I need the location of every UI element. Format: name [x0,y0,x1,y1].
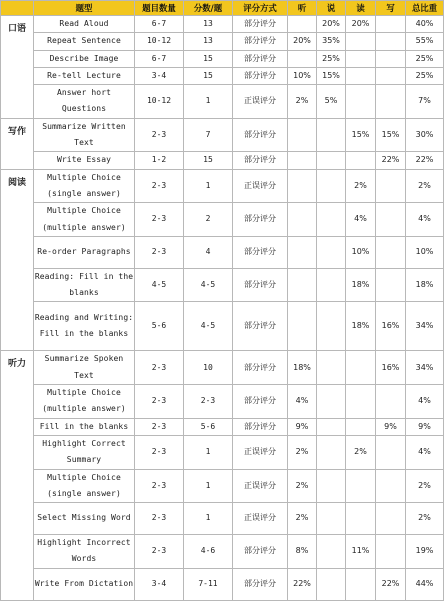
question-count-cell: 2-3 [135,236,184,268]
listening-weight-cell: 2% [288,469,317,503]
listening-weight-cell: 10% [288,67,317,84]
table-row [1,169,444,203]
score-per-question-cell: 4-5 [184,268,233,302]
writing-weight-cell: 15% [376,118,406,152]
writing-weight-cell [376,33,406,50]
question-count-cell: 1-2 [135,152,184,169]
speaking-weight-cell [317,152,346,169]
total-weight-cell: 4% [406,435,444,469]
speaking-weight-cell [317,435,346,469]
writing-weight-cell: 16% [376,302,406,351]
task-name-cell: Reading: Fill in the blanks [34,268,135,302]
total-weight-cell: 40% [406,16,444,33]
question-count-cell: 2-3 [135,351,184,385]
header-writing: 写 [376,1,406,16]
speaking-weight-cell [317,351,346,385]
table-row [1,203,444,237]
writing-weight-cell [376,469,406,503]
speaking-weight-cell [317,169,346,203]
score-per-question-cell: 4-6 [184,535,233,569]
score-per-question-cell: 1 [184,169,233,203]
writing-weight-cell: 22% [376,152,406,169]
task-name-cell: Write Essay [34,152,135,169]
score-per-question-cell: 10 [184,351,233,385]
table-row [1,385,444,419]
table-row [1,568,444,600]
score-per-question-cell: 4-5 [184,302,233,351]
header-listening: 听 [288,1,317,16]
listening-weight-cell [288,268,317,302]
writing-weight-cell: 22% [376,568,406,600]
question-count-cell: 2-3 [135,385,184,419]
total-weight-cell: 4% [406,203,444,237]
total-weight-cell: 34% [406,351,444,385]
section-label: 听力 [1,351,34,600]
task-name-cell: Multiple Choice (multiple answer) [34,203,135,237]
listening-weight-cell: 2% [288,85,317,119]
total-weight-cell: 7% [406,85,444,119]
reading-weight-cell [346,50,376,67]
scoring-method-cell: 部分评分 [233,268,288,302]
speaking-weight-cell: 25% [317,50,346,67]
total-weight-cell: 4% [406,385,444,419]
score-per-question-cell: 1 [184,435,233,469]
total-weight-cell: 10% [406,236,444,268]
speaking-weight-cell [317,203,346,237]
table-row [1,67,444,84]
writing-weight-cell [376,268,406,302]
score-per-question-cell: 7-11 [184,568,233,600]
total-weight-cell: 22% [406,152,444,169]
listening-weight-cell: 4% [288,385,317,419]
header-section [1,1,34,16]
score-per-question-cell: 1 [184,85,233,119]
task-name-cell: Answer hort Questions [34,85,135,119]
header-speaking: 说 [317,1,346,16]
reading-weight-cell [346,351,376,385]
header-reading: 读 [346,1,376,16]
speaking-weight-cell [317,268,346,302]
question-count-cell: 2-3 [135,203,184,237]
score-per-question-cell: 13 [184,16,233,33]
listening-weight-cell [288,152,317,169]
writing-weight-cell [376,435,406,469]
writing-weight-cell [376,503,406,535]
reading-weight-cell [346,33,376,50]
listening-weight-cell: 2% [288,503,317,535]
scoring-method-cell: 正误评分 [233,503,288,535]
score-per-question-cell: 2 [184,203,233,237]
scoring-method-cell: 正误评分 [233,85,288,119]
question-count-cell: 3-4 [135,568,184,600]
task-name-cell: Summarize Spoken Text [34,351,135,385]
table-row [1,503,444,535]
writing-weight-cell [376,385,406,419]
speaking-weight-cell [317,503,346,535]
question-count-cell: 2-3 [135,418,184,435]
header-score-per-question: 分数/题 [184,1,233,16]
table-row [1,85,444,119]
score-per-question-cell: 15 [184,152,233,169]
listening-weight-cell [288,203,317,237]
total-weight-cell: 9% [406,418,444,435]
reading-weight-cell: 18% [346,268,376,302]
writing-weight-cell: 16% [376,351,406,385]
score-per-question-cell: 15 [184,50,233,67]
task-name-cell: Summarize Written Text [34,118,135,152]
header-question-count: 题目数量 [135,1,184,16]
speaking-weight-cell [317,302,346,351]
speaking-weight-cell [317,535,346,569]
writing-weight-cell [376,67,406,84]
section-label: 写作 [1,118,34,169]
total-weight-cell: 25% [406,50,444,67]
question-count-cell: 6-7 [135,50,184,67]
writing-weight-cell [376,85,406,119]
reading-weight-cell: 2% [346,435,376,469]
table-row [1,302,444,351]
scoring-method-cell: 正误评分 [233,469,288,503]
speaking-weight-cell [317,568,346,600]
reading-weight-cell: 10% [346,236,376,268]
task-name-cell: Fill in the blanks [34,418,135,435]
table-row [1,418,444,435]
listening-weight-cell: 20% [288,33,317,50]
table-row [1,16,444,33]
reading-weight-cell [346,67,376,84]
score-per-question-cell: 1 [184,503,233,535]
question-count-cell: 2-3 [135,469,184,503]
writing-weight-cell [376,16,406,33]
listening-weight-cell: 2% [288,435,317,469]
table-row [1,118,444,152]
scoring-method-cell: 部分评分 [233,50,288,67]
total-weight-cell: 30% [406,118,444,152]
scoring-method-cell: 部分评分 [233,351,288,385]
table-row [1,435,444,469]
section-label: 阅读 [1,169,34,351]
speaking-weight-cell: 20% [317,16,346,33]
writing-weight-cell [376,535,406,569]
table-row [1,50,444,67]
reading-weight-cell [346,568,376,600]
scoring-method-cell: 部分评分 [233,385,288,419]
reading-weight-cell: 2% [346,169,376,203]
table-row [1,535,444,569]
listening-weight-cell [288,236,317,268]
score-per-question-cell: 13 [184,33,233,50]
task-name-cell: Multiple Choice (single answer) [34,469,135,503]
reading-weight-cell: 15% [346,118,376,152]
question-count-cell: 3-4 [135,67,184,84]
task-name-cell: Re-order Paragraphs [34,236,135,268]
question-count-cell: 10-12 [135,33,184,50]
reading-weight-cell: 11% [346,535,376,569]
speaking-weight-cell [317,385,346,419]
reading-weight-cell [346,385,376,419]
task-name-cell: Multiple Choice (single answer) [34,169,135,203]
total-weight-cell: 25% [406,67,444,84]
reading-weight-cell: 20% [346,16,376,33]
header-total-weight: 总比重 [406,1,444,16]
task-name-cell: Read Aloud [34,16,135,33]
listening-weight-cell: 18% [288,351,317,385]
scoring-method-cell: 部分评分 [233,203,288,237]
table-row [1,469,444,503]
listening-weight-cell [288,302,317,351]
table-row [1,351,444,385]
task-name-cell: Re-tell Lecture [34,67,135,84]
scoring-method-cell: 部分评分 [233,33,288,50]
reading-weight-cell [346,469,376,503]
total-weight-cell: 2% [406,169,444,203]
scoring-method-cell: 部分评分 [233,152,288,169]
table-body [1,16,444,601]
listening-weight-cell [288,50,317,67]
question-count-cell: 2-3 [135,535,184,569]
score-per-question-cell: 7 [184,118,233,152]
speaking-weight-cell [317,469,346,503]
writing-weight-cell [376,169,406,203]
total-weight-cell: 19% [406,535,444,569]
total-weight-cell: 2% [406,503,444,535]
task-name-cell: Reading and Writing: Fill in the blanks [34,302,135,351]
reading-weight-cell: 18% [346,302,376,351]
task-name-cell: Describe Image [34,50,135,67]
speaking-weight-cell: 35% [317,33,346,50]
reading-weight-cell [346,503,376,535]
scoring-method-cell: 正误评分 [233,169,288,203]
writing-weight-cell [376,203,406,237]
speaking-weight-cell: 5% [317,85,346,119]
question-count-cell: 2-3 [135,435,184,469]
scoring-method-cell: 正误评分 [233,435,288,469]
listening-weight-cell: 22% [288,568,317,600]
task-name-cell: Repeat Sentence [34,33,135,50]
total-weight-cell: 55% [406,33,444,50]
speaking-weight-cell [317,418,346,435]
listening-weight-cell: 9% [288,418,317,435]
writing-weight-cell [376,236,406,268]
question-count-cell: 6-7 [135,16,184,33]
scoring-method-cell: 部分评分 [233,418,288,435]
listening-weight-cell: 8% [288,535,317,569]
task-name-cell: Select Missing Word [34,503,135,535]
total-weight-cell: 2% [406,469,444,503]
question-count-cell: 10-12 [135,85,184,119]
total-weight-cell: 34% [406,302,444,351]
task-name-cell: Highlight Incorrect Words [34,535,135,569]
question-count-cell: 4-5 [135,268,184,302]
score-per-question-cell: 2-3 [184,385,233,419]
scoring-method-cell: 部分评分 [233,236,288,268]
score-per-question-cell: 4 [184,236,233,268]
speaking-weight-cell: 15% [317,67,346,84]
table-row [1,236,444,268]
table-row [1,152,444,169]
header-scoring-method: 评分方式 [233,1,288,16]
reading-weight-cell [346,85,376,119]
scoring-method-cell: 部分评分 [233,16,288,33]
reading-weight-cell [346,418,376,435]
question-count-cell: 2-3 [135,169,184,203]
question-count-cell: 2-3 [135,503,184,535]
scoring-method-cell: 部分评分 [233,535,288,569]
question-count-cell: 5-6 [135,302,184,351]
writing-weight-cell: 9% [376,418,406,435]
header-task-type: 题型 [34,1,135,16]
score-per-question-cell: 15 [184,67,233,84]
section-label: 口语 [1,16,34,119]
scoring-method-cell: 部分评分 [233,302,288,351]
listening-weight-cell [288,118,317,152]
task-name-cell: Highlight Correct Summary [34,435,135,469]
speaking-weight-cell [317,118,346,152]
writing-weight-cell [376,50,406,67]
scoring-method-cell: 部分评分 [233,67,288,84]
table-row [1,268,444,302]
score-per-question-cell: 5-6 [184,418,233,435]
score-per-question-cell: 1 [184,469,233,503]
task-name-cell: Multiple Choice (multiple answer) [34,385,135,419]
table-row [1,33,444,50]
total-weight-cell: 44% [406,568,444,600]
listening-weight-cell [288,169,317,203]
header-row [1,1,444,16]
question-count-cell: 2-3 [135,118,184,152]
listening-weight-cell [288,16,317,33]
scoring-method-cell: 部分评分 [233,118,288,152]
speaking-weight-cell [317,236,346,268]
reading-weight-cell [346,152,376,169]
task-name-cell: Write From Dictation [34,568,135,600]
total-weight-cell: 18% [406,268,444,302]
reading-weight-cell: 4% [346,203,376,237]
scoring-method-cell: 部分评分 [233,568,288,600]
